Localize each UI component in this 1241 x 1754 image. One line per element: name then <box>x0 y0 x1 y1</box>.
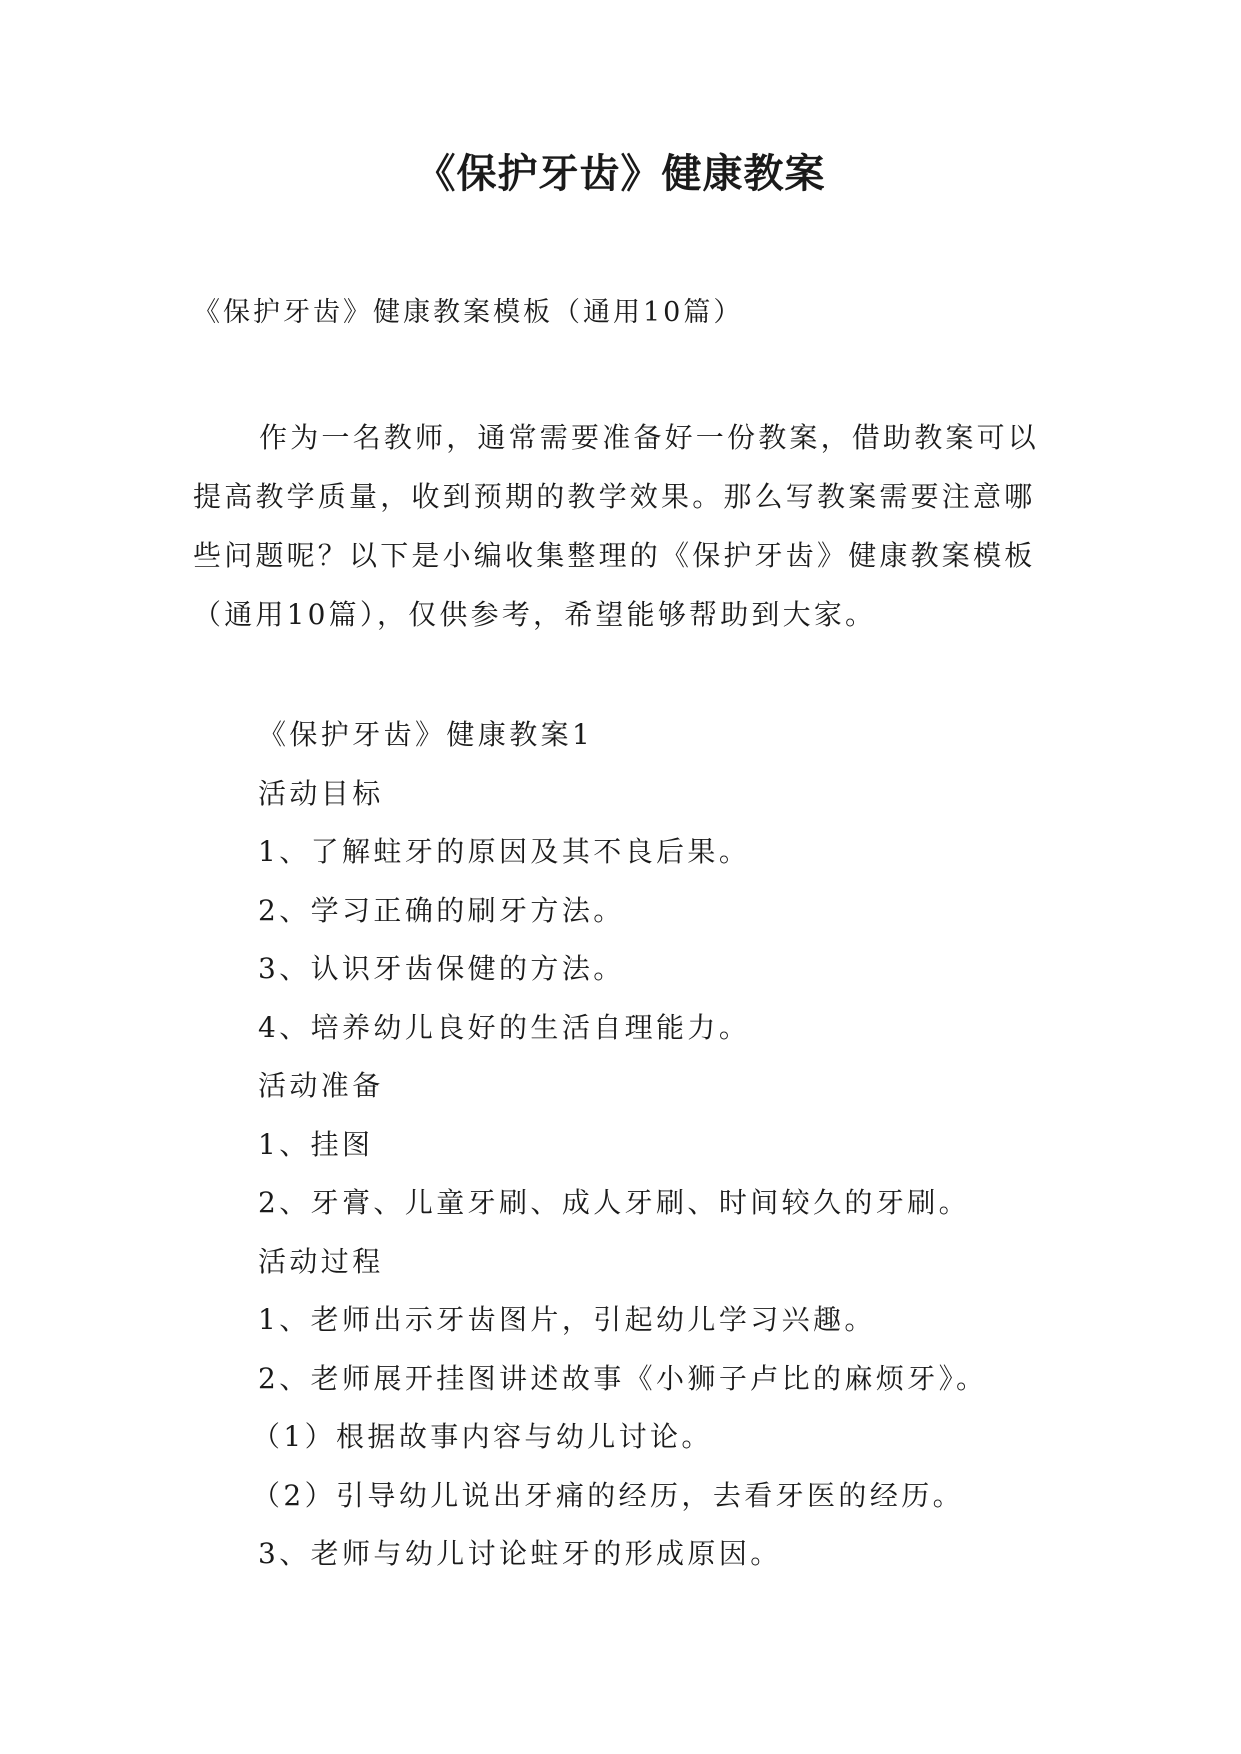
page-title: 《保护牙齿》健康教案 <box>415 151 826 197</box>
prep-heading: 活动准备 <box>258 1069 384 1102</box>
intro-paragraph: 作为一名教师，通常需要准备好一份教案，借助教案可以提高教学质量，收到预期的教学效果。那么写教案需要注意哪些问题呢？以下是小编收集整理的《保护牙齿》健康教案模板（通用10篇），仅供参考，希望能够帮助到大家。 <box>193 421 1040 631</box>
goals-heading: 活动目标 <box>258 776 384 810</box>
section-heading: 《保护牙齿》健康教案1 <box>258 718 594 751</box>
process-heading: 活动过程 <box>258 1244 384 1278</box>
goal-item: 4、培养幼儿良好的生活自理能力。 <box>258 1010 751 1044</box>
lesson-section-1 <box>252 706 988 1584</box>
process-item: 2、老师展开挂图讲述故事《小狮子卢比的麻烦牙》。 <box>258 1361 988 1395</box>
goal-item: 2、学习正确的刷牙方法。 <box>258 893 625 927</box>
process-item: 3、老师与幼儿讨论蛀牙的形成原因。 <box>258 1537 782 1570</box>
document-subtitle: 《保护牙齿》健康教案模板（通用10篇） <box>193 297 744 328</box>
process-subitem: （1）根据故事内容与幼儿讨论。 <box>252 1420 713 1453</box>
process-item: 1、老师出示牙齿图片，引起幼儿学习兴趣。 <box>258 1303 876 1336</box>
goal-item: 1、了解蛀牙的原因及其不良后果。 <box>258 835 751 868</box>
goal-item: 3、认识牙齿保健的方法。 <box>258 952 625 985</box>
prep-item: 1、挂图 <box>258 1127 374 1161</box>
process-subitem: （2）引导幼儿说出牙痛的经历，去看牙医的经历。 <box>252 1478 965 1512</box>
prep-item: 2、牙膏、儿童牙刷、成人牙刷、时间较久的牙刷。 <box>258 1186 971 1219</box>
